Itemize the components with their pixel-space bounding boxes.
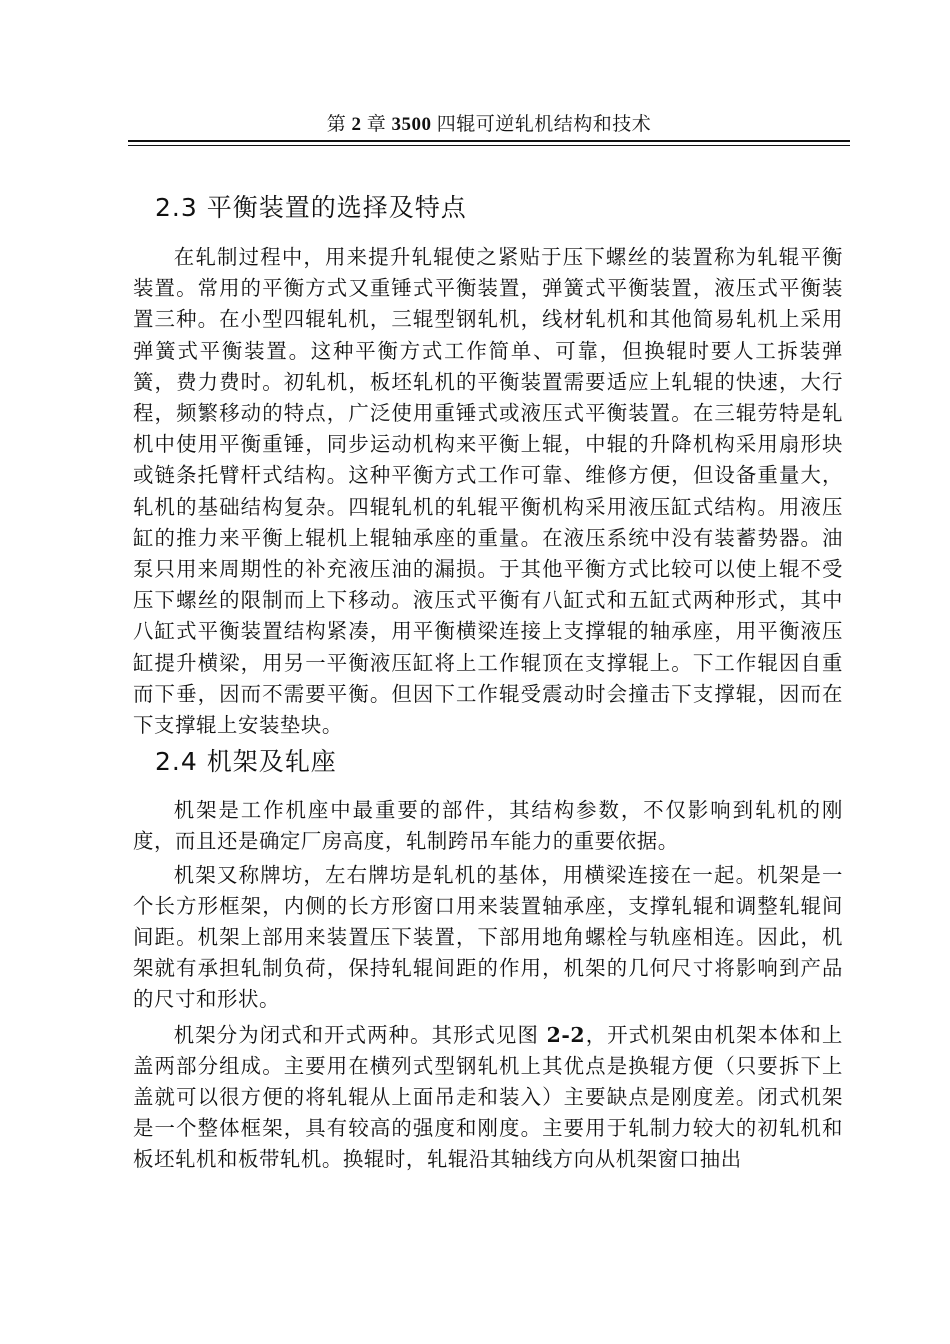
section-heading-2-3: 2.3 平衡装置的选择及特点 <box>155 193 467 222</box>
header-rule-thick <box>128 140 850 142</box>
paragraph-frame-structure: 机架又称牌坊，左右牌坊是轧机的基体，用横梁连接在一起。机架是一个长方形框架，内侧的长方形窗口用来装置轴承座，支撑轧辊和调整轧辊间间距。机架上部用来装置压下装置，下部用地角螺栓与轨座相连。因此，机架就有承担轧制负荷，保持轧辊间距的作用，机架的几何尺寸将影响到产品的尺寸和形状。 <box>133 862 843 1012</box>
page-body <box>133 186 843 1176</box>
header-prefix: 第 <box>326 113 347 135</box>
paragraph-balance-device: 在轧制过程中，用来提升轧辊使之紧贴于压下螺丝的装置称为轧辊平衡装置。常用的平衡方式又重锤式平衡装置，弹簧式平衡装置，液压式平衡装置三种。在小型四辊轧机，三辊型钢轧机，线材轧机和其他简易轧机上采用弹簧式平衡装置。这种平衡方式工作简单、可靠，但换辊时要人工拆装弹簧，费力费时。初轧机，板坯轧机的平衡装置需要适应上轧辊的快速，大行程，频繁移动的特点，广泛使用重锤式或液压式平衡装置。在三辊劳特是轧机中使用平衡重锤，同步运动机构来平衡上辊，中辊的升降机构采用扇形块或链条托臂杆式结构。这种平衡方式工作可靠、维修方便，但设备重量大，轧机的基础结构复杂。四辊轧机的轧辊平衡机构采用液压缸式结构。用液压缸的推力来平衡上辊机上辊轴承座的重量。在液压系统中没有装蓄势器。油泵只用来周期性的补充液压油的漏损。于其他平衡方式比较可以使上辊不受压下螺丝的限制而上下移动。液压式平衡有八缸式和五缸式两种形式，其中八缸式平衡装置结构紧凑，用平衡横梁连接上支撑辊的轴承座，用平衡液压缸提升横梁，用另一平衡液压缸将上工作辊顶在支撑辊上。下工作辊因自重而下垂，因而不需要平衡。但因下工作辊受震动时会撞击下支撑辊，因而在下支撑辊上安装垫块。 <box>133 245 843 738</box>
header-rule-thin <box>128 145 850 146</box>
running-header <box>128 112 850 137</box>
header-chapter-word: 章 <box>366 113 387 135</box>
header-title: 四辊可逆轧机结构和技术 <box>436 113 652 135</box>
paragraph-frame-intro: 机架是工作机座中最重要的部件，其结构参数，不仅影响到轧机的刚度，而且还是确定厂房高度，轧制跨吊车能力的重要依据。 <box>133 798 843 854</box>
frame-types-text-start: 机架分为闭式和开式两种。其形式见图 <box>173 1022 539 1047</box>
header-chapter-number: 2 <box>351 114 362 135</box>
section-heading-2-4: 2.4 机架及轧座 <box>155 747 337 777</box>
figure-reference: 2-2 <box>546 1022 586 1047</box>
paragraph-frame-types <box>133 1020 843 1176</box>
frame-types-text-rest: ，开式机架由机架本体和上盖两部分组成。主要用在横列式型钢轧机上其优点是换辊方便（只要拆下上盖就可以很方便的将轧辊从上面吊走和装入）主要缺点是刚度差。闭式机架是一个整体框架，具有较高的强度和刚度。主要用于轧制力较大的初轧机和板坯轧机和板带轧机。换辊时，轧辊沿其轴线方向从机架窗口抽出 <box>133 1022 843 1172</box>
header-model: 3500 <box>391 114 432 135</box>
